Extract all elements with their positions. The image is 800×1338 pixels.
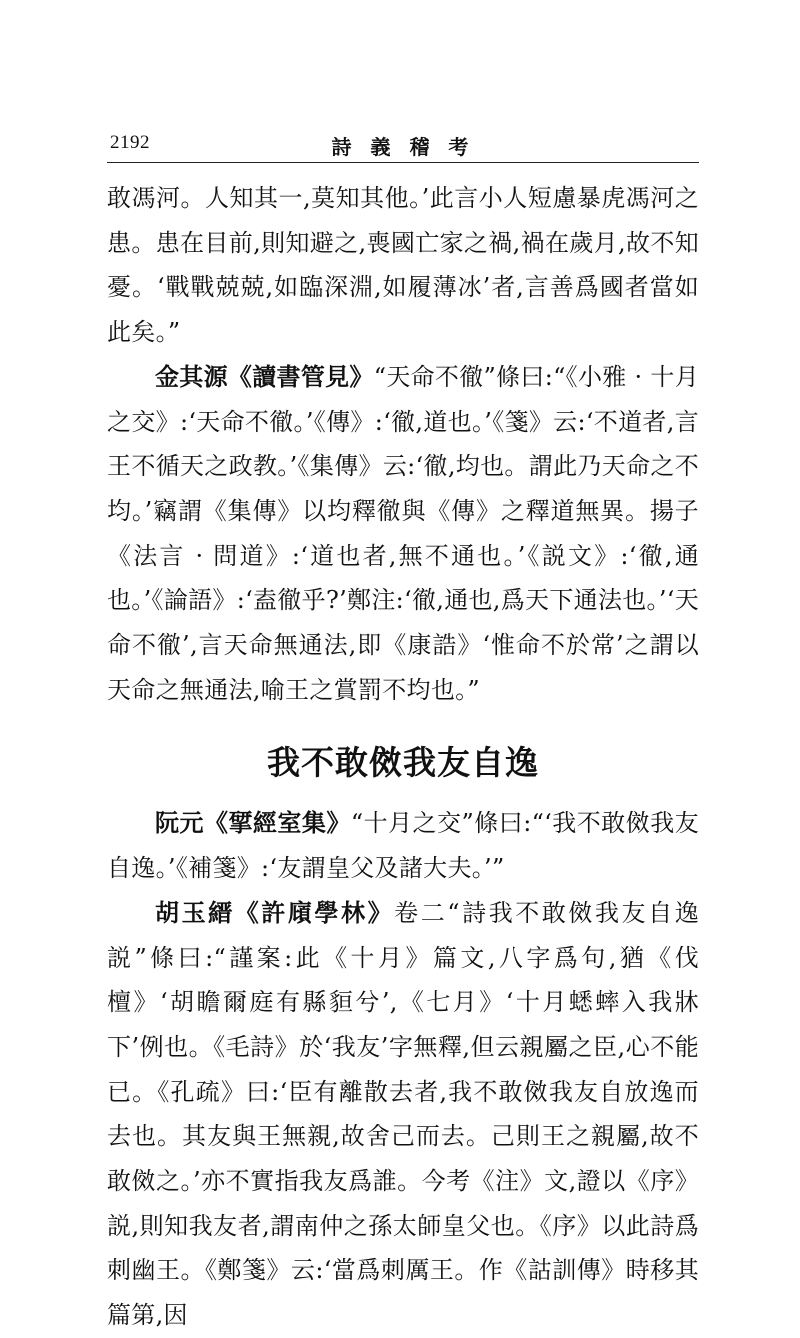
paragraph-jin-qiyuan (107, 355, 699, 713)
paragraph-text: “十月之交”條曰:“‘我不敢傚我友自逸。’《補箋》:‘友謂皇父及諸大夫。’” (107, 809, 699, 883)
running-title: 詩 義 稽 考 (331, 135, 475, 159)
page-number: 2192 (110, 132, 150, 153)
paragraph-text: “天命不徹”條曰:“《小雅 · 十月之交》:‘天命不徹。’《傳》:‘徹,道也。’《箋》云:‘不道者,言王不循天之政教。’《集傳》云:‘徹,均也。謂此乃天命之不均。’竊謂《集傳》以均釋徹與《傳》之釋道無異。揚子《法言 · 問道》:‘道也者,無不通也。’《説文》:‘徹,通也。’《論語》:‘盍徹乎?’鄭注:‘徹,通也,爲天下通法也。’‘天命不徹’,言天命無通法,即《康誥》‘惟命不於常’之謂以天命之無通法,喻王之賞罰不均也。” (107, 362, 699, 704)
paragraph-text: 敢馮河。人知其一,莫知其他。’此言小人短慮暴虎馮河之患。患在目前,則知避之,喪國亡家之禍,禍在歲月,故不知憂。‘戰戰兢兢,如臨深淵,如履薄冰’者,言善爲國者當如此矣。” (107, 184, 699, 347)
paragraph-hu-yujin (107, 891, 699, 1338)
paragraph-lead-source: 金其源《讀書管見》 (155, 362, 374, 391)
running-header (107, 128, 699, 163)
paragraph-lead-source: 胡玉縉《許廎學林》 (155, 898, 395, 927)
paragraph-continued (107, 176, 699, 355)
paragraph-text: 卷二“詩我不敢傚我友自逸説”條曰:“謹案:此《十月》篇文,八字爲句,猶《伐檀》‘胡瞻爾庭有縣貆兮’,《七月》‘十月蟋蟀入我牀下’例也。《毛詩》於‘我友’字無釋,但云親屬之臣,心不能已。《孔疏》曰:‘臣有離散去者,我不敢傚我友自放逸而去也。其友與王無親,故舍己而去。己則王之親屬,故不敢傚之。’亦不實指我友爲誰。今考《注》文,證以《序》説,則知我友者,謂南仲之孫太師皇父也。《序》以此詩爲刺幽王。《鄭箋》云:‘當爲刺厲王。作《詁訓傳》時移其篇第,因 (107, 898, 699, 1330)
section-title: 我不敢傚我友自逸 (267, 743, 539, 783)
body-text (107, 176, 699, 1338)
paragraph-lead-source: 阮元《揅經室集》 (155, 809, 351, 838)
paragraph-ruan-yuan (107, 801, 699, 890)
